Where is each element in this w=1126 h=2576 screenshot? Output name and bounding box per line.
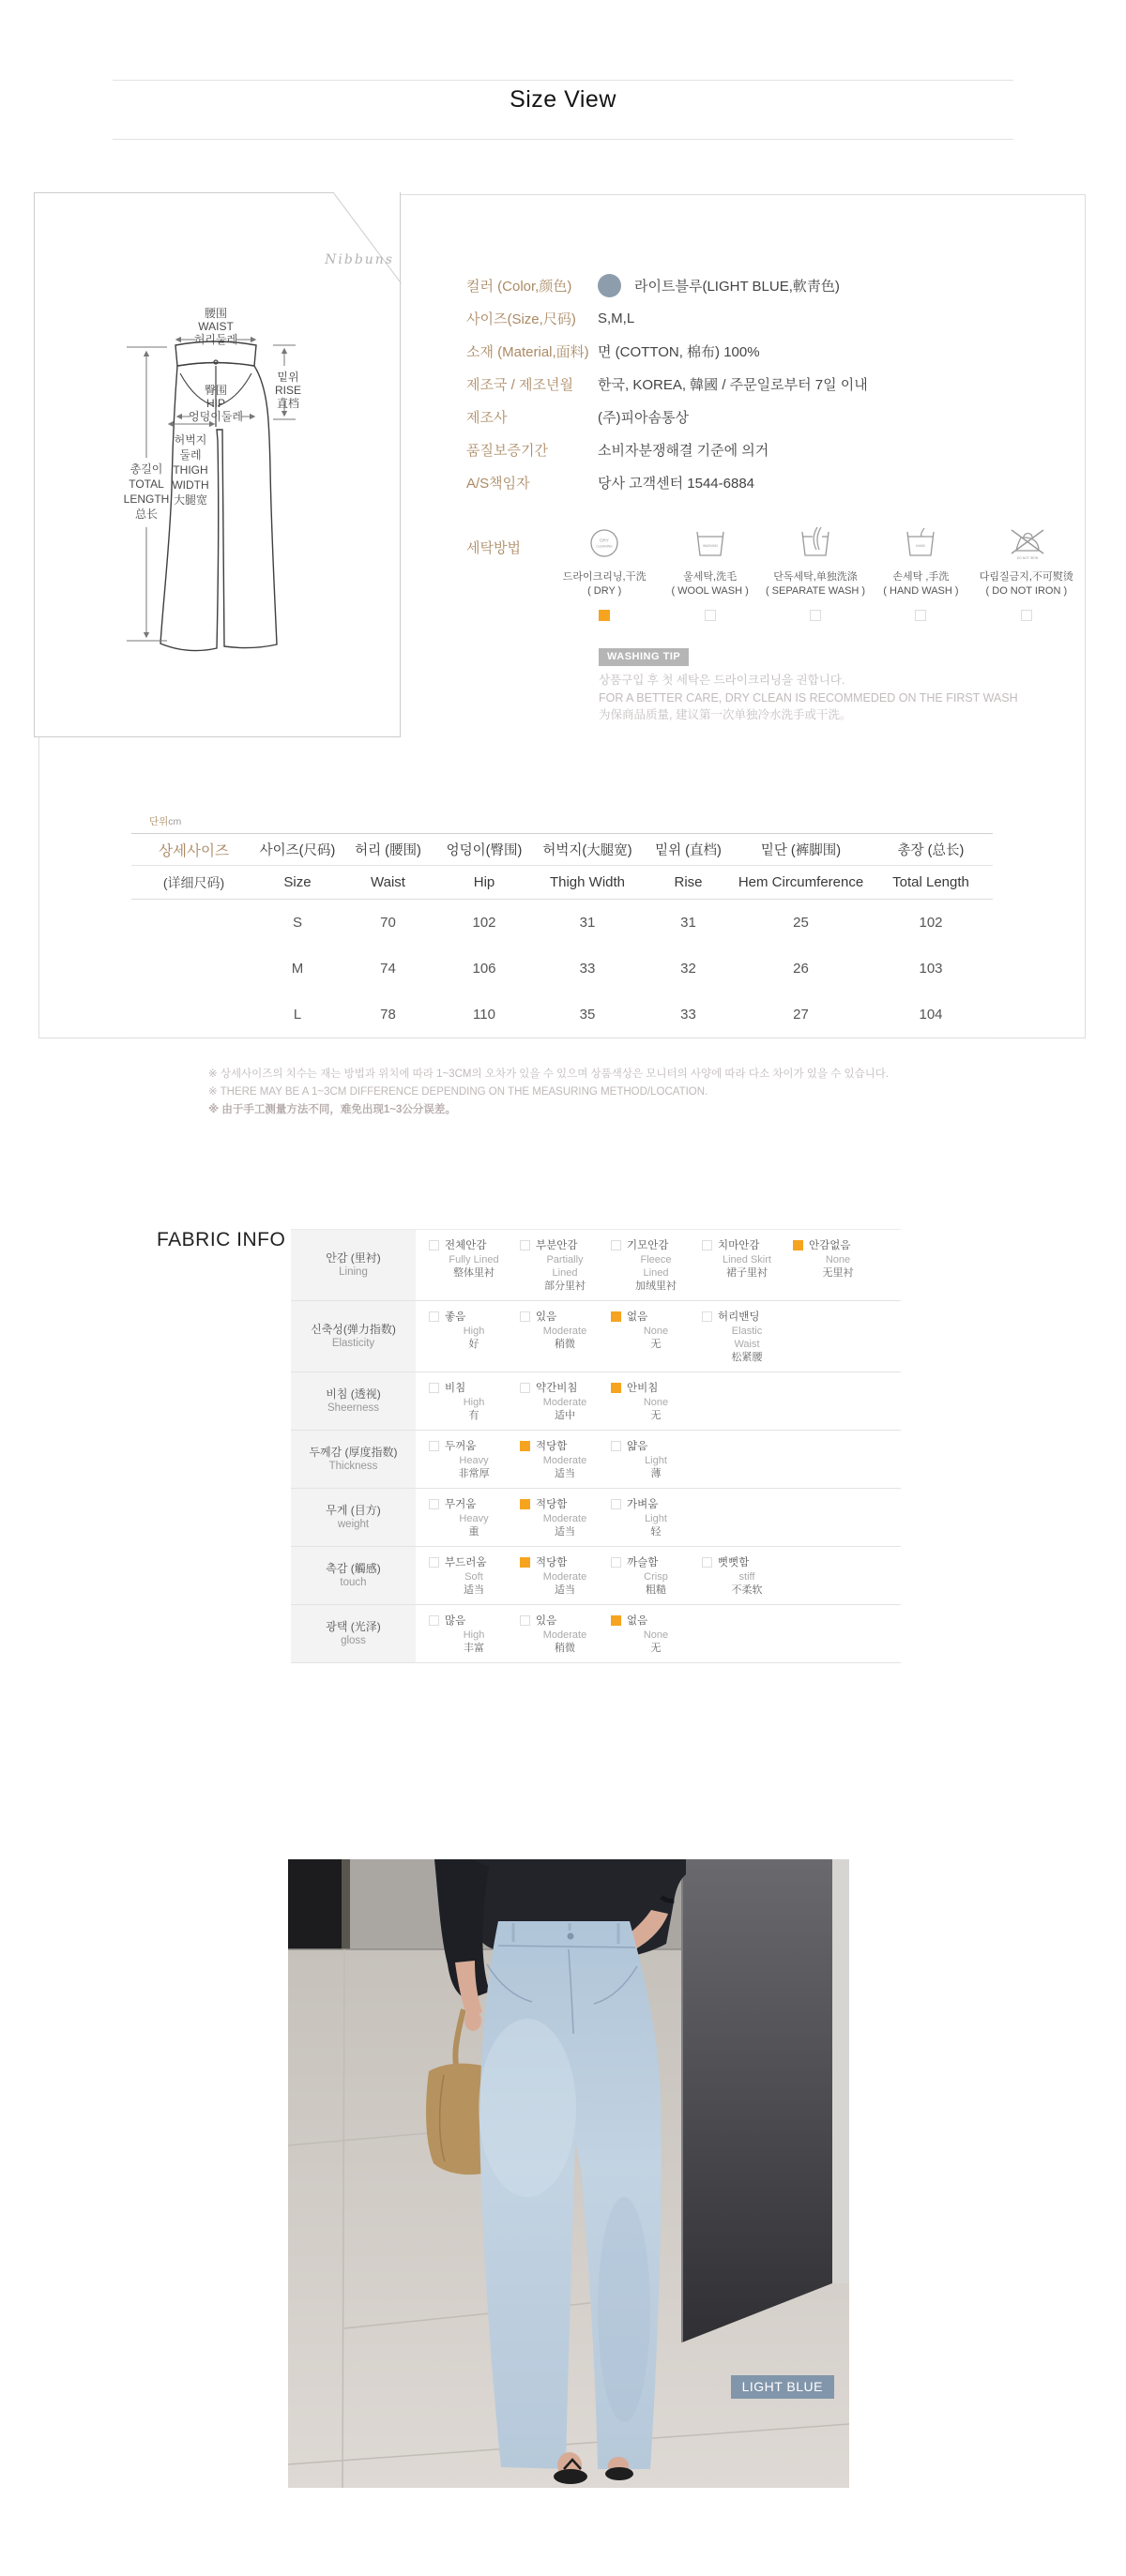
washing-method-hand: HAND 손세탁 ,手洗 ( HAND WASH ) (868, 525, 973, 621)
separate-checkbox (810, 610, 821, 621)
size-cell: 32 (680, 961, 696, 977)
svg-text:둘레: 둘레 (179, 448, 202, 462)
fabric-option: 전체안감 Fully Lined 整体里衬 (429, 1237, 520, 1293)
svg-text:총길이: 총길이 (129, 462, 163, 476)
info-value: 소비자분쟁해결 기준에 의거 (598, 443, 769, 459)
wool-wash-icon (688, 525, 733, 563)
size-table-subheader: Rise (644, 866, 733, 900)
fabric-row-lining: 안감 (里衬) Lining 전체안감 Fully Lined 整体里衬 부분안감 Partially Lined 部分里衬 기모안감 Fleece Lined 加绒里衬 치마안감 Lined Skirt 裙子里衬 안감없음 None 无里衬 (291, 1230, 901, 1301)
info-value: 면 (COTTON, 棉布) 100% (598, 344, 760, 360)
fabric-option: 치마안감 Lined Skirt 裙子里衬 (702, 1237, 793, 1293)
svg-text:CLEANING: CLEANING (596, 544, 613, 549)
hand-wash-icon (898, 525, 943, 563)
dry-clean-icon (582, 525, 627, 563)
option-checkbox (702, 1557, 712, 1568)
washing-tip-badge: WASHING TIP (599, 648, 689, 666)
brand-logo: Nibbuns (325, 252, 394, 267)
svg-text:엉덩이둘레: 엉덩이둘레 (189, 410, 243, 423)
fabric-row-label: 비침 (透视) (326, 1387, 381, 1401)
info-row-origin (466, 368, 1086, 401)
size-table-subheader: (详细尺码) (131, 866, 256, 900)
fabric-option: 까슬함 Crisp 粗糙 (611, 1554, 702, 1597)
option-checkbox (429, 1499, 439, 1509)
fabric-row-label: 두께감 (厚度指数) (309, 1446, 398, 1459)
info-row-maker (466, 401, 1086, 433)
size-table-subheader: Hip (437, 866, 531, 900)
fabric-row-sheerness: 비침 (透视) Sheerness 비침 High 有 약간비침 Moderate 适中 안비침 None 无 (291, 1372, 901, 1431)
washing-tip (599, 647, 1087, 724)
svg-text:TOTAL: TOTAL (129, 477, 164, 491)
fabric-option: 비침 High 有 (429, 1380, 520, 1422)
size-table-subheader: Hem Circumference (733, 866, 869, 900)
size-cell: 31 (579, 915, 596, 931)
svg-text:허리둘레: 허리둘레 (193, 333, 238, 346)
size-table (131, 833, 993, 1038)
svg-text:DRY: DRY (600, 538, 610, 543)
info-label: 제조국 / 제조년월 (466, 377, 573, 393)
size-cell: 102 (472, 915, 496, 931)
option-checkbox (611, 1557, 621, 1568)
size-cell: 106 (472, 961, 496, 977)
fabric-option: 두꺼움 Heavy 非常厚 (429, 1438, 520, 1480)
note-line: ※ 상세사이즈의 치수는 재는 방법과 위치에 따라 1~3CM의 오차가 있을 수 있으며 상품색상은 모니터의 사양에 따라 다소 차이가 있을 수 있습니다. (208, 1068, 890, 1080)
product-photo (288, 1859, 849, 2488)
size-cell: 102 (919, 915, 943, 931)
size-cell: 33 (680, 1007, 696, 1023)
size-table-header: 허벅지(大腿宽) (531, 834, 644, 866)
washing-tip-line: 상품구입 후 첫 세탁은 드라이크리닝을 권합니다. (599, 674, 845, 687)
info-row-warranty (466, 433, 1086, 466)
washing-methods (552, 525, 1079, 621)
size-cell: 104 (919, 1007, 943, 1023)
washing-section-label: 세탁방법 (466, 540, 521, 556)
separate-wash-icon (793, 525, 838, 563)
size-cell: 103 (919, 961, 943, 977)
info-value: 한국, KOREA, 韓國 / 주문일로부터 7일 이내 (598, 377, 868, 393)
washing-tip-line: 为保商品质量, 建议第一次单独冷水洗手或干洗。 (599, 708, 852, 721)
option-checkbox (429, 1557, 439, 1568)
note-line: ※ THERE MAY BE A 1~3CM DIFFERENCE DEPENDING ON THE MEASURING METHOD/LOCATION. (208, 1086, 708, 1098)
size-table-subheader: Waist (339, 866, 437, 900)
size-cell: L (293, 1007, 302, 1023)
info-label: 품질보증기간 (466, 443, 548, 459)
option-checkbox (611, 1499, 621, 1509)
fabric-row-weight: 무게 (目方) weight 무거움 Heavy 重 적당함 Moderate 适当 가벼움 Light 轻 (291, 1489, 901, 1547)
fabric-option: 좋음 High 好 (429, 1309, 520, 1364)
option-checkbox (429, 1311, 439, 1322)
size-table-subheader: Total Length (869, 866, 993, 900)
fabric-option: 적당함 Moderate 适当 (520, 1496, 611, 1538)
option-checkbox (429, 1383, 439, 1393)
option-checkbox (611, 1441, 621, 1451)
svg-text:THIGH: THIGH (173, 463, 208, 477)
option-checkbox (520, 1441, 530, 1451)
fabric-row-gloss: 광택 (光泽) gloss 많음 High 丰富 있음 Moderate 稍微 없음 None 无 (291, 1605, 901, 1663)
page-title: Size View (510, 86, 616, 113)
washing-method-wool: WASHING 울세탁,洗毛 ( WOOL WASH ) (657, 525, 762, 621)
fabric-option: 부드러움 Soft 适当 (429, 1554, 520, 1597)
info-value: S,M,L (598, 311, 635, 326)
fabric-row-elasticity: 신축성(弹力指数) Elasticity 좋음 High 好 있음 Moderate 稍微 없음 None 无 허리밴딩 Elastic Waist 松紧腰 (291, 1301, 901, 1372)
unit-label: 단위cm (149, 816, 182, 827)
option-checkbox (520, 1499, 530, 1509)
info-value: 당사 고객센터 1544-6884 (598, 476, 755, 492)
fabric-option: 무거움 Heavy 重 (429, 1496, 520, 1538)
svg-text:臀围: 臀围 (204, 384, 228, 397)
color-swatch (598, 274, 621, 297)
washing-method-separate: 단독세탁,单独洗涤 ( SEPARATE WASH ) (763, 525, 868, 621)
fabric-option: 있음 Moderate 稍微 (520, 1613, 611, 1655)
option-checkbox (520, 1615, 530, 1626)
svg-text:밑위: 밑위 (277, 371, 299, 384)
size-cell: 110 (473, 1007, 495, 1023)
svg-text:总长: 总长 (134, 508, 159, 521)
fabric-row-label: 촉감 (觸感) (326, 1562, 381, 1575)
title-rule-top (113, 80, 1013, 81)
fabric-row-label: 안감 (里衬) (326, 1251, 381, 1265)
fabric-option: 적당함 Moderate 适当 (520, 1438, 611, 1480)
option-checkbox (520, 1383, 530, 1393)
option-checkbox (520, 1240, 530, 1250)
size-cell (131, 946, 256, 992)
fabric-row-touch: 촉감 (觸感) touch 부드러움 Soft 适当 적당함 Moderate 适当 까슬함 Crisp 粗糙 뻣뻣함 stiff 不柔软 (291, 1547, 901, 1605)
fabric-option: 적당함 Moderate 适当 (520, 1554, 611, 1597)
size-cell: 74 (380, 961, 396, 977)
size-table-subheader: Thigh Width (531, 866, 644, 900)
do-not-iron-icon (1004, 525, 1049, 563)
option-checkbox (793, 1240, 803, 1250)
fabric-row-label: 무게 (目方) (326, 1504, 381, 1517)
size-cell: 25 (793, 915, 809, 931)
color-badge: LIGHT BLUE (731, 2375, 834, 2399)
note-line: ※ 由于手工测量方法不同，难免出现1~3公分误差。 (208, 1104, 456, 1115)
fabric-option: 가벼움 Light 轻 (611, 1496, 702, 1538)
option-checkbox (429, 1240, 439, 1250)
option-checkbox (611, 1311, 621, 1322)
size-cell: 27 (793, 1007, 809, 1023)
washing-method-dry: DRY CLEANING 드라이크리닝,干洗 ( DRY ) (552, 525, 657, 621)
size-table-header: 사이즈(尺码) (256, 834, 339, 866)
option-checkbox (520, 1311, 530, 1322)
option-checkbox (611, 1615, 621, 1626)
option-checkbox (611, 1383, 621, 1393)
svg-text:LENGTH: LENGTH (123, 492, 170, 506)
size-cell: 70 (380, 915, 396, 931)
svg-text:HAND: HAND (916, 544, 926, 548)
size-table-header: 총장 (总长) (869, 834, 993, 866)
info-label: 제조사 (466, 410, 508, 426)
size-table-header: 허리 (腰围) (339, 834, 437, 866)
fabric-option: 허리밴딩 Elastic Waist 松紧腰 (702, 1309, 793, 1364)
product-info (466, 269, 1086, 499)
info-row-size (466, 302, 1086, 335)
fabric-option: 얇음 Light 薄 (611, 1438, 702, 1480)
size-table-header: 밑단 (裤脚围) (733, 834, 869, 866)
fabric-row-thickness: 두께감 (厚度指数) Thickness 두꺼움 Heavy 非常厚 적당함 Moderate 适当 얇음 Light 薄 (291, 1431, 901, 1489)
dry-checkbox (599, 610, 610, 621)
size-cell: 35 (579, 1007, 596, 1023)
option-checkbox (611, 1240, 621, 1250)
info-value: 라이트블루(LIGHT BLUE,軟靑色) (634, 279, 840, 295)
fabric-option: 부분안감 Partially Lined 部分里衬 (520, 1237, 611, 1293)
pants-measure-diagram (89, 300, 333, 671)
info-label: 컬러 (Color,颜色) (466, 279, 572, 295)
svg-text:WASHING: WASHING (702, 544, 718, 548)
svg-text:大腿宽: 大腿宽 (173, 493, 208, 507)
svg-text:WIDTH: WIDTH (172, 478, 209, 492)
fabric-option: 뻣뻣함 stiff 不柔软 (702, 1554, 793, 1597)
fabric-option: 없음 None 无 (611, 1309, 702, 1364)
title-rule-bottom (113, 139, 1013, 140)
fabric-option: 안감없음 None 无里衬 (793, 1237, 884, 1293)
fabric-option: 약간비침 Moderate 适中 (520, 1380, 611, 1422)
info-row-as (466, 466, 1086, 499)
fabric-info-title: FABRIC INFO (157, 1229, 286, 1250)
info-label: A/S책임자 (466, 476, 530, 492)
info-row-color (466, 269, 1086, 302)
washing-method-no-iron: DO NOT IRON 다림질금지,不可熨烫 ( DO NOT IRON ) (974, 525, 1079, 621)
size-cell (131, 992, 256, 1038)
svg-text:腰围: 腰围 (204, 307, 228, 320)
fabric-row-label: 광택 (光泽) (326, 1620, 381, 1633)
fabric-option: 많음 High 丰富 (429, 1613, 520, 1655)
info-row-material (466, 335, 1086, 368)
option-checkbox (429, 1441, 439, 1451)
size-cell: 26 (793, 961, 809, 977)
size-cell (131, 900, 256, 946)
fabric-option: 있음 Moderate 稍微 (520, 1309, 611, 1364)
size-table-header: 엉덩이(臀围) (437, 834, 531, 866)
hand-checkbox (915, 610, 926, 621)
measurement-notes (208, 1066, 889, 1119)
info-value: (주)피아솜통상 (598, 410, 689, 426)
wool-checkbox (705, 610, 716, 621)
option-checkbox (702, 1240, 712, 1250)
svg-text:RISE: RISE (274, 384, 302, 397)
fabric-row-label: 신축성(弹力指数) (311, 1323, 396, 1336)
washing-tip-line: FOR A BETTER CARE, DRY CLEAN IS RECOMMEDED ON THE FIRST WASH (599, 690, 1018, 705)
option-checkbox (429, 1615, 439, 1626)
fabric-option: 안비침 None 无 (611, 1380, 702, 1422)
option-checkbox (702, 1311, 712, 1322)
size-table-header: 밑위 (直档) (644, 834, 733, 866)
fabric-option: 없음 None 无 (611, 1613, 702, 1655)
fold-corner (35, 192, 402, 286)
option-checkbox (520, 1557, 530, 1568)
size-cell: M (291, 961, 304, 977)
size-cell: S (292, 915, 302, 931)
svg-text:WAIST: WAIST (198, 320, 234, 333)
size-cell: 31 (680, 915, 696, 931)
no-iron-checkbox (1021, 610, 1032, 621)
svg-text:直档: 直档 (276, 397, 300, 410)
size-cell: 33 (579, 961, 596, 977)
svg-text:HIP: HIP (205, 397, 226, 410)
fabric-info-table (291, 1229, 901, 1663)
info-label: 사이즈(Size,尺码) (466, 311, 576, 327)
fabric-option: 기모안감 Fleece Lined 加绒里衬 (611, 1237, 702, 1293)
size-table-header: 상세사이즈 (131, 834, 256, 866)
svg-text:DO NOT IRON: DO NOT IRON (1016, 556, 1039, 560)
size-cell: 78 (380, 1007, 396, 1023)
info-label: 소재 (Material,面料) (466, 344, 589, 360)
svg-text:허벅지: 허벅지 (174, 433, 207, 447)
size-table-subheader: Size (256, 866, 339, 900)
